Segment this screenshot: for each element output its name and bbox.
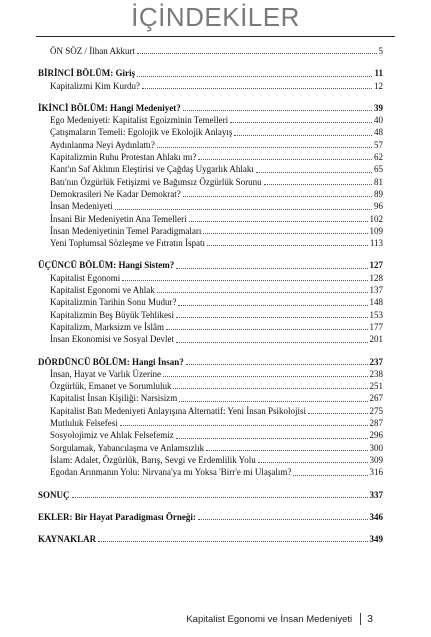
toc-entry-title: İnsan, Hayat ve Varlık Üzerine <box>50 368 162 379</box>
dot-leader <box>163 376 367 377</box>
toc-page-number: 40 <box>374 115 383 126</box>
toc-page-number: 12 <box>374 80 383 91</box>
toc-page-number: 11 <box>374 68 383 79</box>
toc-page-number: 201 <box>369 334 383 345</box>
toc-page-number: 89 <box>374 188 383 199</box>
toc-page-number: 337 <box>369 489 383 500</box>
dot-leader <box>189 221 368 222</box>
toc-entry <box>38 200 383 212</box>
dot-leader <box>183 196 372 197</box>
toc-entry <box>38 417 383 429</box>
dot-leader <box>142 88 372 89</box>
toc-spacer <box>38 346 383 356</box>
toc-page-number: 48 <box>374 127 383 138</box>
toc-entry-title: İnsan Medeniyetinin Temel Paradigmaları <box>50 225 202 236</box>
toc-entry <box>38 163 383 175</box>
dot-leader <box>176 342 368 343</box>
dot-leader <box>137 53 377 54</box>
toc-entry <box>38 80 383 92</box>
toc-page-number: 177 <box>369 321 383 332</box>
toc-entry <box>38 405 383 417</box>
toc-page-number: 137 <box>369 285 383 296</box>
toc-entry <box>38 442 383 454</box>
dot-leader <box>308 413 368 414</box>
toc-entry <box>38 454 383 466</box>
toc-chapter <box>38 259 383 271</box>
toc-page-number: 62 <box>374 152 383 163</box>
toc-entry-title: Batı'nın Özgürlük Fetişizmi ve Bağımsız Özgürlük Sorunu <box>50 176 262 187</box>
dot-leader <box>178 305 367 306</box>
toc-chapter <box>38 67 383 79</box>
toc-page-number: 96 <box>374 201 383 212</box>
toc-entry-title: Sosyolojimiz ve Ahlak Felsefemiz <box>50 430 174 441</box>
toc-page-number: 316 <box>369 467 383 478</box>
dot-leader <box>234 135 372 136</box>
dot-leader <box>157 147 372 148</box>
page-footer <box>186 613 373 625</box>
dot-leader <box>176 317 368 318</box>
toc-entry-title: İKİNCİ BÖLÜM: Hangi Medeniyet? <box>38 102 181 113</box>
toc-entry <box>38 309 383 321</box>
toc-entry <box>38 45 383 57</box>
toc-page-number: 57 <box>374 139 383 150</box>
toc-entry <box>38 237 383 249</box>
toc-page-number: 296 <box>369 430 383 441</box>
toc-spacer <box>38 523 383 533</box>
dot-leader <box>157 292 368 293</box>
toc-entry-title: Aydınlanma Neyi Aydınlattı? <box>50 139 155 150</box>
toc-entry <box>38 139 383 151</box>
toc-entry-title: Yeni Toplumsal Sözleşme ve Fıtratın İspatı <box>50 238 206 249</box>
toc-page-number: 81 <box>374 176 383 187</box>
dot-leader <box>207 245 368 246</box>
toc-entry <box>38 333 383 345</box>
toc-page-number: 309 <box>369 454 383 465</box>
toc-entry <box>38 429 383 441</box>
toc-entry <box>38 272 383 284</box>
toc-entry-title: ÜÇÜNCÜ BÖLÜM: Hangi Sistem? <box>38 260 175 271</box>
toc-spacer <box>38 501 383 511</box>
toc-page-number: 251 <box>369 381 383 392</box>
toc-entry-title: Özgürlük, Emanet ve Sorumluluk <box>50 381 172 392</box>
toc-entry-title: İnsan Ekonomisi ve Sosyal Devlet <box>50 334 174 345</box>
toc-page-number: 238 <box>369 368 383 379</box>
dot-leader <box>176 438 368 439</box>
dot-leader <box>198 159 372 160</box>
dot-leader <box>179 401 367 402</box>
toc-entry-title: Kapitalizmin Tarihin Sonu Mudur? <box>50 297 177 308</box>
toc-entry-title: Kapitalizmin Ruhu Protestan Ahlakı mı? <box>50 152 197 163</box>
dot-leader <box>173 388 367 389</box>
toc-entry-title: Kapitalist İnsan Kişiliği: Narsisizm <box>50 393 178 404</box>
dot-leader <box>72 497 368 498</box>
toc-entry-title: Kapitalizm, Marksizm ve İslâm <box>50 321 164 332</box>
toc-page-number: 127 <box>369 260 383 271</box>
toc-entry-title: İslam: Adalet, Özgürlük, Barış, Sevgi ve Erdemlilik Yolu <box>50 454 256 465</box>
toc-page-number: 39 <box>374 102 383 113</box>
toc-entry-title: EKLER: Bir Hayat Paradigması Örneği: <box>38 511 196 522</box>
toc-spacer <box>38 249 383 259</box>
toc-page-number: 113 <box>369 238 383 249</box>
toc-page-number: 153 <box>369 309 383 320</box>
toc-page-number: 267 <box>369 393 383 404</box>
dot-leader <box>198 519 368 520</box>
toc-entry-title: Kant'ın Saf Aklının Eleştirisi ve Çağdaş Uygarlık Ahlakı <box>50 164 254 175</box>
toc-page-number: 300 <box>369 442 383 453</box>
toc-entry-title: BİRİNCİ BÖLÜM: Giriş <box>38 68 136 79</box>
dot-leader <box>176 268 367 269</box>
toc-page-number: 5 <box>378 46 383 56</box>
dot-leader <box>122 280 367 281</box>
table-of-contents <box>38 45 383 545</box>
toc-entry-title: DÖRDÜNCÜ BÖLÜM: Hangi İnsan? <box>38 356 184 367</box>
toc-entry <box>38 225 383 237</box>
toc-entry-title: Kapitalist Egonomi ve Ahlak <box>50 285 155 296</box>
toc-chapter <box>38 356 383 368</box>
title-divider <box>36 36 395 37</box>
toc-page-number: 109 <box>369 225 383 236</box>
toc-spacer <box>38 92 383 102</box>
toc-page-number: 148 <box>369 297 383 308</box>
toc-entry <box>38 176 383 188</box>
toc-entry-title: Mutluluk Felsefesi <box>50 418 118 429</box>
toc-entry <box>38 321 383 333</box>
toc-entry <box>38 126 383 138</box>
toc-page-number: 237 <box>369 356 383 367</box>
toc-entry <box>38 368 383 380</box>
toc-page-number: 102 <box>369 213 383 224</box>
page-title: İÇİNDEKİLER <box>131 2 300 32</box>
toc-entry-title: İnsan Medeniyeti <box>50 201 113 212</box>
dot-leader <box>230 122 372 123</box>
dot-leader <box>98 541 367 542</box>
toc-chapter <box>38 533 383 545</box>
toc-chapter <box>38 511 383 523</box>
toc-entry-title: İnsani Bir Medeniyetin Ana Temelleri <box>50 213 187 224</box>
toc-page-number: 349 <box>369 534 383 545</box>
toc-entry <box>38 213 383 225</box>
toc-page-number: 65 <box>374 164 383 175</box>
footer-page-number: 3 <box>367 613 373 625</box>
toc-entry <box>38 296 383 308</box>
dot-leader <box>258 462 368 463</box>
toc-spacer <box>38 57 383 67</box>
footer-book-title: Kapitalist Egonomi ve İnsan Medeniyeti <box>186 613 353 625</box>
toc-entry <box>38 380 383 392</box>
toc-spacer <box>38 479 383 489</box>
toc-entry <box>38 114 383 126</box>
toc-entry <box>38 466 383 478</box>
toc-entry-title: Kapitalist Batı Medeniyeti Anlayışına Alternatif: Yeni İnsan Psikolojisi <box>50 405 306 416</box>
toc-page-number: 128 <box>369 272 383 283</box>
dot-leader <box>293 475 367 476</box>
toc-page-number: 287 <box>369 418 383 429</box>
toc-entry-title: Kapitalizmi Kim Kurdu? <box>50 80 140 91</box>
toc-entry <box>38 188 383 200</box>
dot-leader <box>186 364 368 365</box>
toc-chapter <box>38 489 383 501</box>
toc-chapter <box>38 102 383 114</box>
toc-entry <box>38 284 383 296</box>
dot-leader <box>264 184 372 185</box>
toc-entry-title: Kapitalizmin Beş Büyük Tehlikesi <box>50 309 174 320</box>
toc-page-number: 346 <box>369 511 383 522</box>
dot-leader <box>256 172 372 173</box>
toc-entry <box>38 392 383 404</box>
toc-entry-title: Kapitalist Egonomi <box>50 272 121 283</box>
toc-entry-title: Ego Medeniyeti: Kapitalist Egoizminin Temelleri <box>50 115 229 126</box>
toc-entry-title: Sorgulamak, Yabancılaşma ve Anlamsızlık <box>50 442 205 453</box>
dot-leader <box>206 450 367 451</box>
dot-leader <box>120 425 368 426</box>
toc-entry-title: Demokrasileri Ne Kadar Demokrat? <box>50 188 181 199</box>
dot-leader <box>115 209 372 210</box>
footer-divider <box>360 613 361 625</box>
toc-entry-title: ÖN SÖZ / İlhan Akkurt <box>50 46 135 56</box>
toc-entry <box>38 151 383 163</box>
toc-entry-title: SONUÇ <box>38 489 70 500</box>
toc-entry-title: Egodan Arınmanın Yolu: Nirvana'ya mı Yoksa 'Birr'e mi Ulaşalım? <box>50 467 292 478</box>
dot-leader <box>137 76 372 77</box>
dot-leader <box>183 110 372 111</box>
toc-entry-title: KAYNAKLAR <box>38 534 97 545</box>
dot-leader <box>166 329 368 330</box>
toc-page-number: 275 <box>369 405 383 416</box>
dot-leader <box>203 233 367 234</box>
toc-entry-title: Çatışmaların Temeli: Egolojik ve Ekolojik Anlayış <box>50 127 233 138</box>
